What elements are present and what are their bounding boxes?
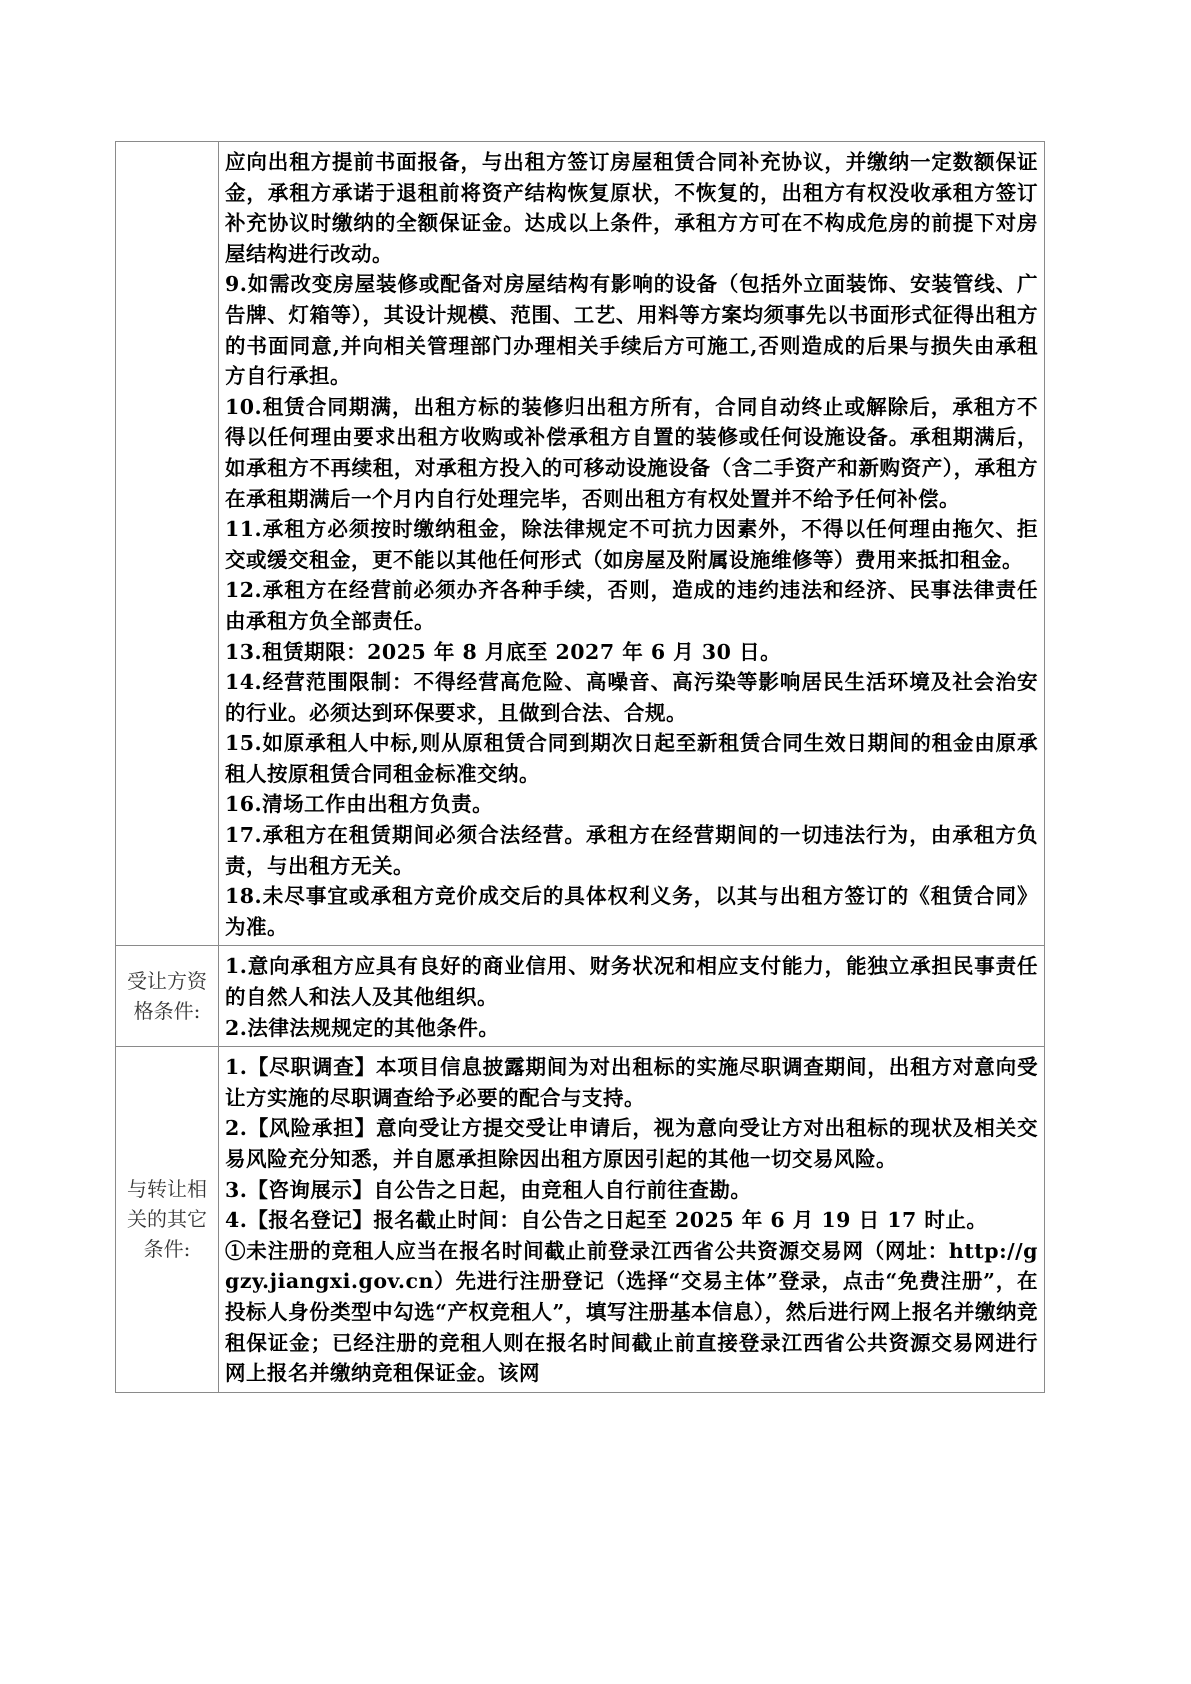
paragraph: 1.【尽职调查】本项目信息披露期间为对出租标的实施尽职调查期间，出租方对意向受让方实施的尽职调查给予必要的配合与支持。 xyxy=(225,1055,1038,1110)
paragraph: 2.法律法规规定的其他条件。 xyxy=(225,1015,500,1040)
paragraph: 2.【风险承担】意向受让方提交受让申请后，视为意向受让方对出租标的现状及相关交易风险充分知悉，并自愿承担除因出租方原因引起的其他一切交易风险。 xyxy=(225,1116,1038,1171)
paragraph: 3.【咨询展示】自公告之日起，由竞租人自行前往查勘。 xyxy=(225,1177,752,1202)
row-content xyxy=(219,1047,1045,1393)
terms-table xyxy=(115,141,1045,1393)
paragraph: 18.未尽事宜或承租方竞价成交后的具体权利义务，以其与出租方签订的《租赁合同》为准。 xyxy=(225,884,1038,939)
paragraph: 14.经营范围限制：不得经营高危险、高噪音、高污染等影响居民生活环境及社会治安的行业。必须达到环保要求，且做到合法、合规。 xyxy=(225,670,1038,725)
table-row-other-conditions xyxy=(116,1047,1045,1393)
paragraph: 15.如原承租人中标,则从原租赁合同到期次日起至新租赁合同生效日期间的租金由原承租人按原租赁合同租金标准交纳。 xyxy=(225,731,1038,786)
paragraph: 1.意向承租方应具有良好的商业信用、财务状况和相应支付能力，能独立承担民事责任的自然人和法人及其他组织。 xyxy=(225,954,1038,1010)
row-label-empty xyxy=(116,142,219,946)
paragraph: ①未注册的竞租人应当在报名时间截止前登录江西省公共资源交易网（网址：http://ggzy.jiangxi.gov.cn）先进行注册登记（选择“交易主体”登录，点击“免费注册”，在投标人身份类型中勾选“产权竞租人”，填写注册基本信息），然后进行网上报名并缴纳竞租保证金；已经注册的竞租人则在报名时间截止前直接登录江西省公共资源交易网进行网上报名并缴纳竞租保证金。该网 xyxy=(225,1238,1038,1386)
paragraph: 应向出租方提前书面报备，与出租方签订房屋租赁合同补充协议，并缴纳一定数额保证金，承租方承诺于退租前将资产结构恢复原状，不恢复的，出租方有权没收承租方签订补充协议时缴纳的全额保证金。达成以上条件，承租方方可在不构成危房的前提下对房屋结构进行改动。 xyxy=(225,150,1038,266)
table-row-conditions-continued xyxy=(116,142,1045,946)
paragraph: 13.租赁期限：2025 年 8 月底至 2027 年 6 月 30 日。 xyxy=(225,639,782,664)
paragraph: 16.清场工作由出租方负责。 xyxy=(225,792,494,817)
row-content xyxy=(219,946,1045,1047)
paragraph: 10.租赁合同期满，出租方标的装修归出租方所有，合同自动终止或解除后，承租方不得以任何理由要求出租方收购或补偿承租方自置的装修或任何设施设备。承租期满后，如承租方不再续租，对承租方投入的可移动设施设备（含二手资产和新购资产），承租方在承租期满后一个月内自行处理完毕，否则出租方有权处置并不给予任何补偿。 xyxy=(225,394,1038,511)
paragraph: 17.承租方在租赁期间必须合法经营。承租方在经营期间的一切违法行为，由承租方负责，与出租方无关。 xyxy=(225,823,1038,878)
paragraph: 11.承租方必须按时缴纳租金，除法律规定不可抗力因素外，不得以任何理由拖欠、拒交或缓交租金，更不能以其他任何形式（如房屋及附属设施维修等）费用来抵扣租金。 xyxy=(225,517,1038,572)
row-label-other-conditions: 与转让相关的其它条件: xyxy=(116,1047,219,1393)
row-content xyxy=(219,142,1045,946)
paragraph: 12.承租方在经营前必须办齐各种手续，否则，造成的违约违法和经济、民事法律责任由承租方负全部责任。 xyxy=(225,578,1038,633)
table-row-qualification xyxy=(116,946,1045,1047)
paragraph: 4.【报名登记】报名截止时间：自公告之日起至 2025 年 6 月 19 日 17 时止。 xyxy=(225,1208,988,1233)
paragraph: 9.如需改变房屋装修或配备对房屋结构有影响的设备（包括外立面装饰、安装管线、广告牌、灯箱等），其设计规模、范围、工艺、用料等方案均须事先以书面形式征得出租方的书面同意,并向相关管理部门办理相关手续后方可施工,否则造成的后果与损失由承租方自行承担。 xyxy=(225,272,1038,389)
row-label-qualification: 受让方资格条件: xyxy=(116,946,219,1047)
